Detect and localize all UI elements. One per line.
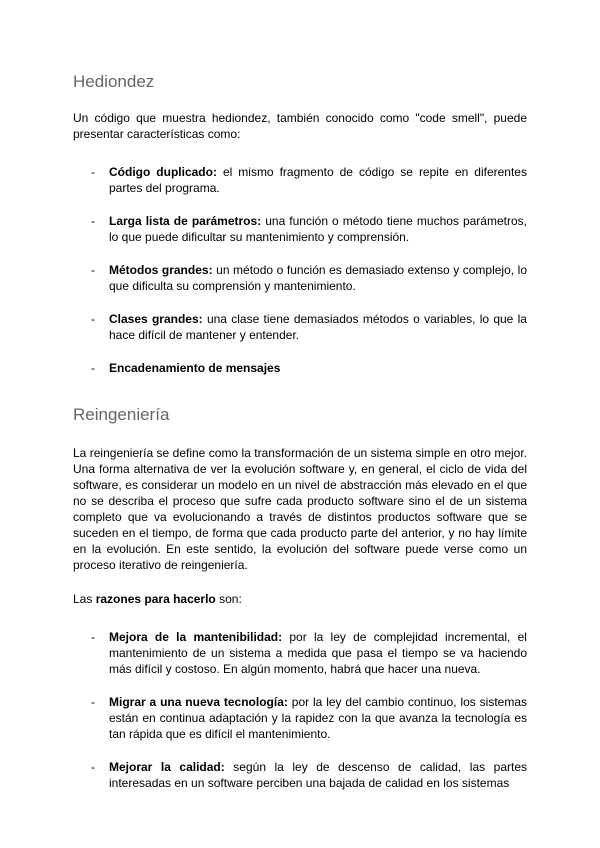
bullet-dash: -: [91, 312, 95, 326]
reingenieria-paragraph: La reingeniería se define como la transformación de un sistema simple en otro mejor. Una forma alternativa de ver la evolución software y, en general, el ciclo de vida del software, es considerar un modelo en un nivel de abstracción más elevado en el que no se describa el proceso que sufre cada producto software sino el de un sistema completo que va evolucionando a través de distintos productos software que se suceden en el tiempo, de forma que cada producto parte del anterior, y no hay límite en la evolución. En este sentido, la evolución del software puede verse como un proceso iterativo de reingeniería.: [73, 446, 527, 572]
item-term: Larga lista de parámetros:: [109, 214, 262, 228]
item-text: el mismo fragmento de código se repite en diferentes partes del programa.: [109, 165, 527, 195]
reasons-prefix: Las: [73, 592, 93, 606]
item-text: un método o función es demasiado extenso y complejo, lo que dificulta su comprensión y mantenimiento.: [109, 263, 528, 293]
list-item: [73, 694, 527, 742]
item-text: una clase tiene demasiados métodos o variables, lo que la hace difícil de mantener y entender.: [109, 312, 527, 342]
bullet-dash: -: [91, 214, 95, 228]
item-text: por la ley del cambio continuo, los sistemas están en continua adaptación y la rapidez con la que avanza la tecnología es tan rápida que es difícil el mantenimiento.: [109, 695, 528, 741]
item-term: Código duplicado:: [109, 165, 217, 179]
reasons-intro: [73, 591, 527, 607]
item-term: Migrar a una nueva tecnología:: [109, 695, 288, 709]
list-item: [73, 629, 527, 677]
section-title-hediondez: Hediondez: [73, 72, 155, 91]
item-term: Mejorar la calidad:: [109, 760, 225, 774]
item-term: Encadenamiento de mensajes: [109, 361, 281, 375]
document-content: [73, 72, 527, 791]
hediondez-intro: Un código que muestra hediondez, también conocido como "code smell", puede presentar características como:: [73, 111, 527, 141]
reasons-suffix: son:: [219, 592, 242, 606]
bullet-dash: -: [91, 695, 95, 709]
list-item: [73, 213, 527, 245]
reasons-bold: razones para hacerlo: [95, 592, 216, 606]
bullet-dash: -: [91, 361, 95, 375]
hediondez-list: [73, 164, 527, 376]
item-term: Clases grandes:: [109, 312, 203, 326]
list-item: [73, 759, 527, 791]
section-title-reingenieria: Reingeniería: [73, 405, 170, 424]
list-item: [73, 311, 527, 343]
list-item: [73, 164, 527, 196]
item-text: una función o método tiene muchos parámetros, lo que puede dificultar su mantenimiento y comprensión.: [109, 214, 527, 244]
item-term: Métodos grandes:: [109, 263, 213, 277]
reasons-list: [73, 629, 527, 791]
bullet-dash: -: [91, 630, 95, 644]
bullet-dash: -: [91, 165, 95, 179]
list-item: [73, 262, 527, 294]
bullet-dash: -: [91, 760, 95, 774]
list-item: [73, 360, 527, 376]
item-text: según la ley de descenso de calidad, las partes interesadas en un software perciben una bajada de calidad en los sistemas: [109, 760, 527, 790]
item-text: por la ley de complejidad incremental, el mantenimiento de un sistema a medida que pasa el tiempo se va haciendo más difícil y costoso. En algún momento, habrá que hacer una nueva.: [109, 630, 527, 676]
bullet-dash: -: [91, 263, 95, 277]
item-term: Mejora de la mantenibilidad:: [109, 630, 283, 644]
